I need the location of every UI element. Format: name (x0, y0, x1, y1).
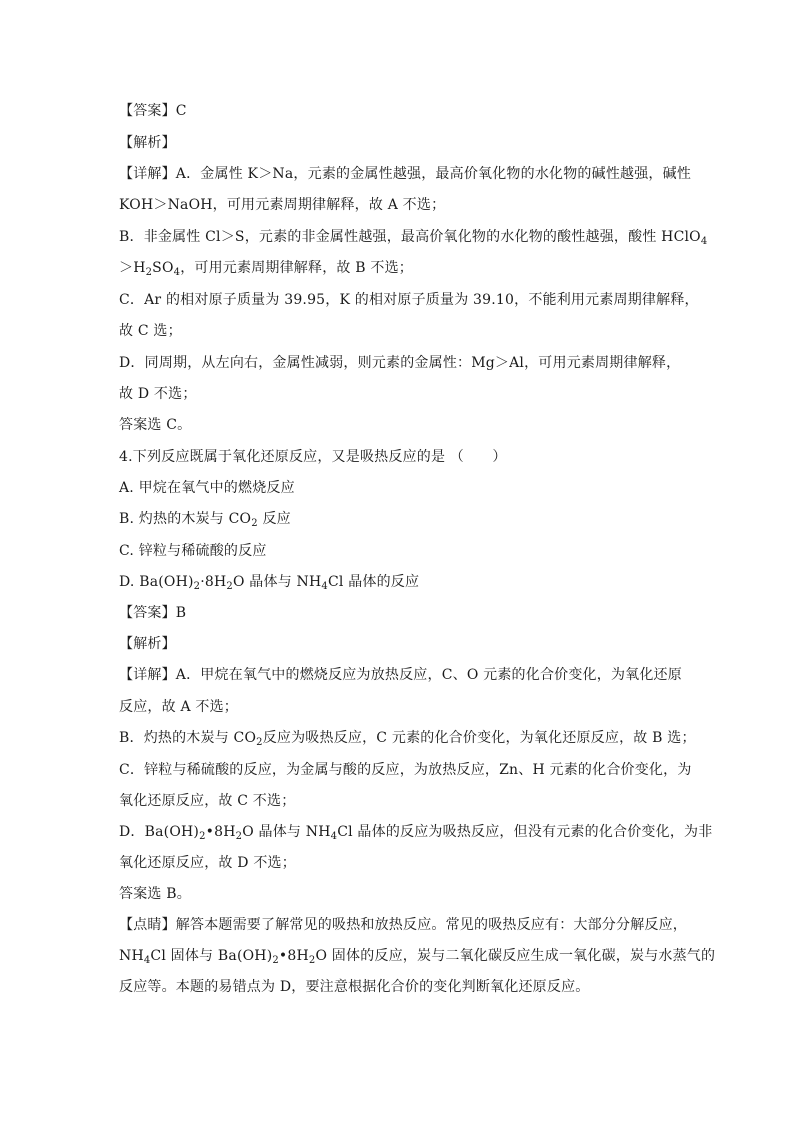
q4-detail-b: B．灼热的木炭与 $CO_2$反应为吸热反应，C 元素的化合价变化，为氧化还原反应，故 B 选； (119, 730, 696, 748)
q4-note-line1: 【点睛】解答本题需要了解常见的吸热和放热反应。常见的吸热反应有：大部分分解反应， (119, 917, 687, 933)
q4-detail-c-line1: C．锌粒与稀硫酸的反应，为金属与酸的反应，为放热反应，Zn、H 元素的化合价变化，为 (119, 762, 692, 778)
q3-detail-c-line1: C．Ar 的相对原子质量为 39.95，K 的相对原子质量为 39.10，不能利用元素周期律解释， (119, 292, 699, 308)
q3-detail-a-line2: KOH＞NaOH，可用元素周期律解释，故 A 不选； (119, 197, 446, 213)
q4-detail-a-line1: 【详解】A．甲烷在氧气中的燃烧反应为放热反应，C、O 元素的化合价变化，为氧化还原 (119, 667, 682, 683)
q4-detail-a-line2: 反应，故 A 不选； (119, 699, 239, 715)
q4-detail-d-line2: 氧化还原反应，故 D 不选； (119, 855, 296, 871)
q4-option-b: B. 灼热的木炭与 $CO_2$ 反应 (119, 511, 291, 529)
q3-detail-d-line1: D．同周期，从左向右，金属性减弱，则元素的金属性：Mg＞Al，可用元素周期律解释， (119, 355, 681, 371)
q4-detail-d-line1: D．$Ba(OH)_2•8H_2O$ 晶体与 $NH_4Cl$ 晶体的反应为吸热反应，但没有元素的化合价变化，为非 (119, 824, 713, 842)
q3-detail-d-line2: 故 D 不选； (119, 386, 197, 402)
q3-detail-c-line2: 故 C 选； (119, 323, 182, 339)
q4-stem: 4.下列反应既属于氧化还原反应，又是吸热反应的是 （ ） (119, 449, 507, 465)
q4-option-a: A. 甲烷在氧气中的燃烧反应 (119, 480, 295, 496)
q4-conclusion: 答案选 B。 (119, 886, 191, 902)
q4-answer: 【答案】B (119, 605, 187, 621)
q4-note-line2: $NH_4Cl$ 固体与 $Ba(OH)_2•8H_2O$ 固体的反应，炭与二氧化碳反应生成一氧化碳，炭与水蒸气的 (119, 948, 716, 966)
q4-option-d: D. $Ba(OH)_2\cdot 8H_2O$ 晶体与 $NH_4Cl$ 晶体的反应 (119, 574, 420, 592)
q4-note-line3: 反应等。本题的易错点为 D，要注意根据化合价的变化判断氧化还原反应。 (119, 979, 590, 995)
q3-detail-b-line1: B．非金属性 Cl＞S，元素的非金属性越强，最高价氧化物的水化物的酸性越强，酸性 HClO$_4$ (119, 229, 708, 247)
q3-detail-b-line2: $>H_2SO_4$，可用元素周期律解释，故 B 不选； (119, 260, 413, 278)
q3-answer: 【答案】C (119, 103, 187, 119)
q4-option-c: C. 锌粒与稀硫酸的反应 (119, 543, 267, 559)
q3-conclusion: 答案选 C。 (119, 417, 192, 433)
q4-detail-c-line2: 氧化还原反应，故 C 不选； (119, 793, 296, 809)
q4-analysis-heading: 【解析】 (119, 636, 176, 652)
q3-detail-a-line1: 【详解】A．金属性 K＞Na，元素的金属性越强，最高价氧化物的水化物的碱性越强，碱性 (119, 166, 692, 182)
q3-analysis-heading: 【解析】 (119, 135, 176, 151)
